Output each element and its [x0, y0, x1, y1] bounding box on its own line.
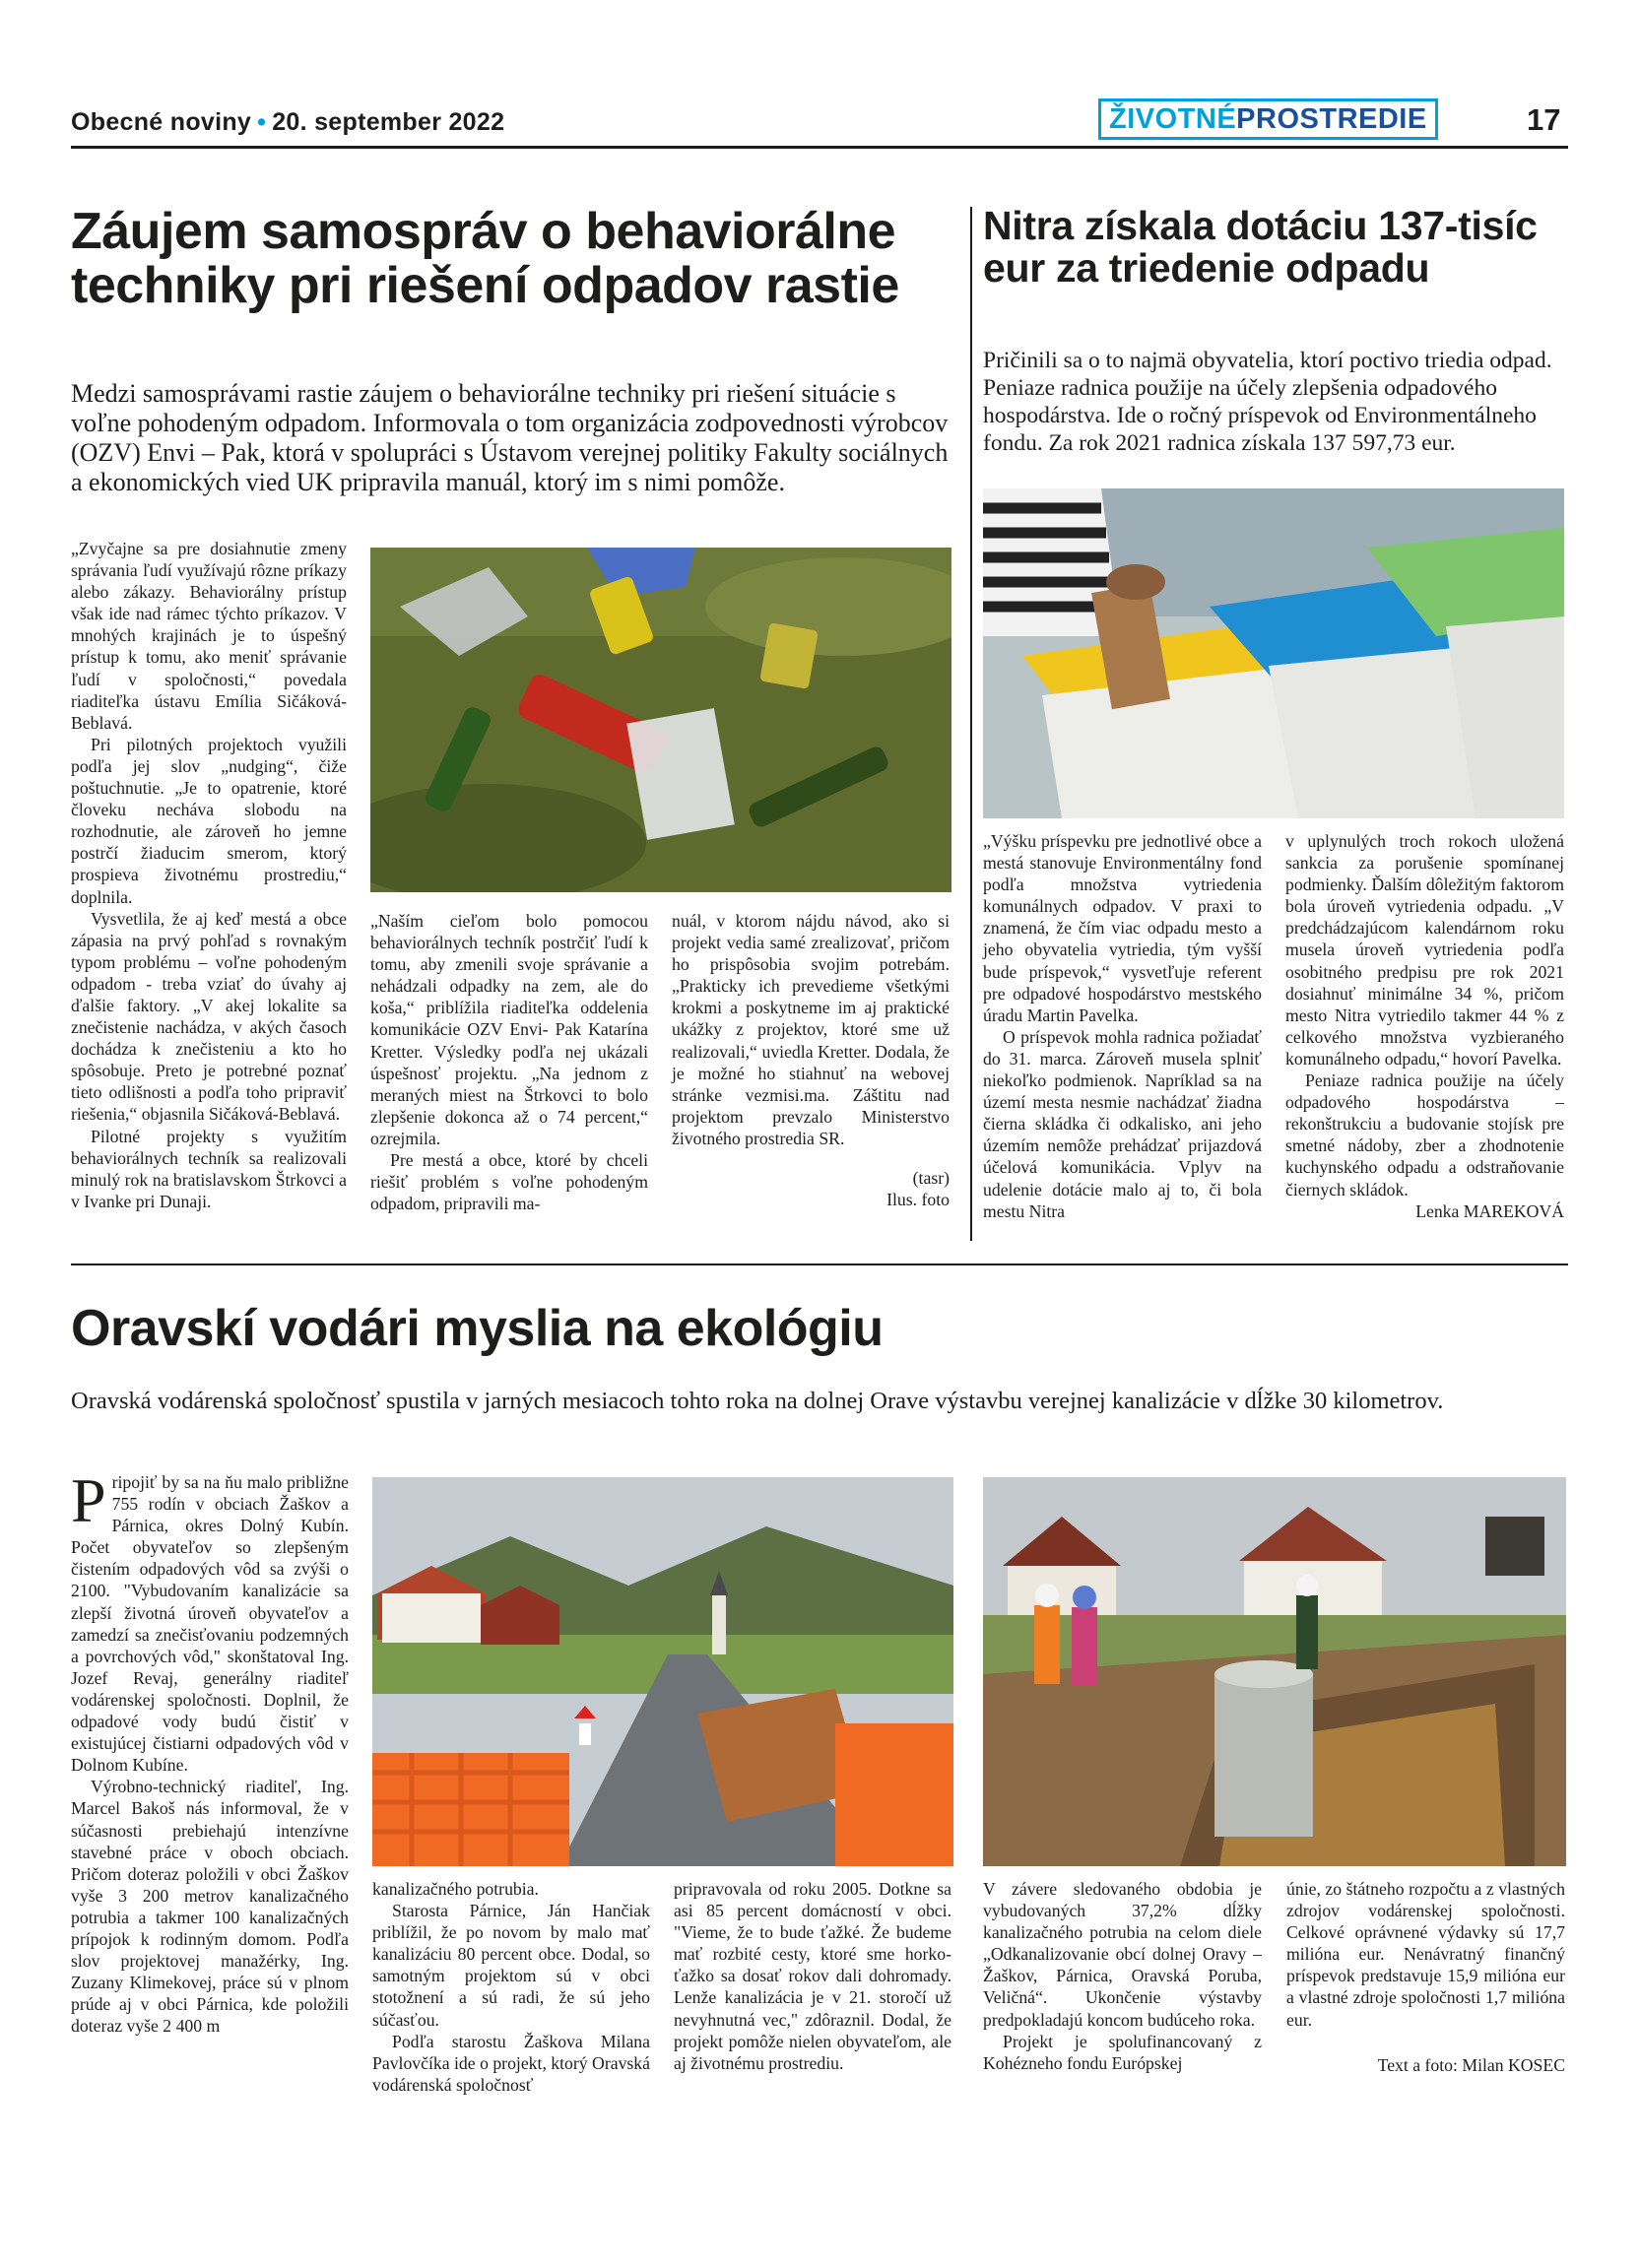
paragraph: Projekt je spolufinancovaný z Kohézneho fondu Európskej — [983, 2031, 1262, 2073]
paragraph: „Naším cieľom bolo pomocou behaviorálnych techník postrčiť ľudí k tomu, aby zmenili svoje správanie a nehádzali odpadky na zem, ale do koša,“ priblížila riaditeľka oddelenia komunikácie OZV Envi- Pak Katarína Kretter. Výsledky podľa nej ukázali úspešnosť projektu. „Na jednom z meraných miest na Štrkovci to bolo zlepšenie dokonca až o 74 percent,“ ozrejmila. — [370, 911, 648, 1148]
paragraph: ripojiť by sa na ňu malo približne 755 rodín v obciach Žaškov a Párnica, okres Dolný Kubín. Počet obyvateľov so zlepšeným čistením odpadových vôd sa zvýši o 2100. "Vybudovaním kanalizácie sa zlepší životná úroveň obyvateľov a zamedzí sa znečisťovaniu podzemných a povrchových vôd," skonštatoval Ing. Jozef Revaj, generálny riaditeľ vodárenskej spoločnosti. Doplnil, že odpadové vody budú čistiť v existujúcej čistiarni odpadových vôd v Dolnom Kubíne. — [71, 1472, 349, 1776]
paragraph: „Výšku príspevku pre jednotlivé obce a mestá stanovuje Environmentálny fond podľa množstva vytriedenia komunálnych odpadov. V praxi to znamená, že čím viac odpadu mesto a jeho obyvatelia vytriedia, tým vyšší bude príspevok,“ vysvetľuje referent pre odpadové hospodárstvo mestského úradu Martin Pavelka. — [983, 831, 1262, 1025]
publication-name: Obecné noviny — [71, 108, 252, 136]
paragraph: O príspevok mohla radnica požiadať do 31. marca. Zároveň musela splniť niekoľko podmienok. Napríklad sa na území mesta nesmie nachádzať žiadna čierna skládka či odkalisko, ani jeho územím nemôže prehádzať prijazdová účelová komunikácia. Vplyv na udelenie dotácie malo aj to, či bola mestu Nitra — [983, 1026, 1262, 1221]
column-divider — [970, 207, 972, 1241]
section-label-a: ŽIVOTNÉ — [1109, 103, 1237, 135]
paragraph: únie, zo štátneho rozpočtu a z vlastných zdrojov vodárenskej spoločnosti. Celkové oprávnené výdavky sú 17,7 miliónа eur. Nenávratný finančný príspevok predstavuje 15,9 milióna eur a vlastné zdroje spoločnosti 1,7 milióna eur. — [1286, 1879, 1565, 2030]
paragraph: Vysvetlila, že aj keď mestá a obce zápasia na prvý pohľad s rovnakým typom problému – voľne pohodeným odpadom - treba vziať do úvahy aj ďalšie faktory. „V akej lokalite sa znečistenie nachádza, v akých časoch dochádza k znečisteniu a kto ho spôsobuje. Preto je potrebné poznať tieto odlišnosti a podľa toho pripraviť riešenia,“ objasnila Sičáková-Beblavá. — [71, 908, 347, 1125]
section-divider — [71, 1264, 1568, 1265]
author: Lenka MAREKOVÁ — [1415, 1200, 1564, 1221]
issue-date: 20. september 2022 — [272, 108, 505, 136]
article3-column-3 — [674, 1878, 951, 2074]
paragraph: nuál, v ktorom nájdu návod, ako si projekt vedia samé zrealizovať, pričom ho prispôsobia svojim potrebám. „Prakticky ich prevedieme všetkými krokmi a poskytneme im aj praktické ukážky z projektov, ktoré sme už realizovali,“ uviedla Kretter. Dodala, že je možné ho stiahnuť na webovej stránke vezmisi.ma. Záštitu nad projektom prevzalo Ministerstvo životného prostredia SR. — [672, 911, 950, 1148]
article3-column-2 — [372, 1878, 650, 2096]
paragraph: Pilotné projekty s využitím behaviorálnych techník sa realizovali minulý rok na bratislavskom Štrkovci a v Ivanke pri Dunaji. — [71, 1126, 347, 1211]
litter-photo — [370, 548, 951, 892]
separator-dot: • — [257, 108, 267, 136]
article3-column-1 — [71, 1465, 349, 2037]
article1-column-3 — [672, 910, 950, 1210]
paragraph: Pre mestá a obce, ktoré by chceli riešiť problém s voľne pohodeným odpadom, pripravili ma- — [370, 1150, 648, 1214]
road-construction-photo — [372, 1477, 953, 1866]
article1-lead: Medzi samosprávami rastie záujem o behaviorálne techniky pri riešení situácie s voľne pohodeným odpadom. Informovala o tom organizácia zodpovednosti výrobcov (OZV) Envi – Pak, ktorá v spolupráci s Ústavom verejnej politiky Fakulty sociálnych a ekonomických vied UK pripravila manuál, ktorý im s nimi pomôže. — [71, 379, 949, 496]
article1-column-1 — [71, 538, 347, 1212]
paragraph: pripravovala od roku 2005. Dotkne sa asi 85 percent domácností v obci. "Vieme, že to bude ťažké. Že budeme mať rozbité cesty, ktoré sme horko-ťažko sa dosať rokov dali dohromady. Lenže kanalizácia je v 21. storočí už nevyhnutná vec," zdôraznil. Dodal, že projekt pomôže nielen obyvateľom, ale aj životnému prostrediu. — [674, 1879, 951, 2073]
drop-cap: P — [71, 1465, 106, 1535]
paragraph: Pri pilotných projektoch využili podľa jej slov „nudging“, čiže poštuchnutie. „Je to opatrenie, ktoré človeku necháva slobodu na rozhodnutie, ale zároveň ho jemne postrčí žiaducim smerom, ktorý prospieva životnému prostrediu,“ doplnila. — [71, 734, 347, 907]
article3-column-4 — [983, 1878, 1262, 2074]
article2-lead: Pričinili sa o to najmä obyvatelia, ktorí poctivo triedia odpad. Peniaze radnica použije na účely zlepšenia odpadového hospodárstva. Ide o ročný príspevok od Environmentálneho fondu. Za rok 2021 radnica získala 137 597,73 eur. — [983, 348, 1552, 456]
masthead — [71, 108, 504, 137]
paragraph: Výrobno-technický riaditeľ, Ing. Marcel Bakoš nás informoval, že v súčasnosti prebiehajú intenzívne stavebné práce v oboch obciach. Pričom doteraz položili v obci Žaškov vyše 3 200 metrov kanalizačného potrubia a takmer 100 kanalizačných prípojok k rodinným domom. Podľa slov projektovej manažérky, Ing. Zuzany Klimekovej, práce sú v plnom prúde aj v obci Párnica, kde položili doteraz vyše 2 400 m — [71, 1777, 349, 2037]
article3-title: Oravskí vodári myslia na ekológiu — [71, 1300, 884, 1357]
paragraph: v uplynulých troch rokoch uložená sankcia za porušenie spomínanej podmienky. Ďalším dôležitým faktorom bola úroveň vytriedenia odpadu. „V predchádzajúcom kalendárnom roku musela úroveň vytriedenia podľa osobitného predpisu pre rok 2021 dosiahnuť minimálne 34 %, pričom mesto Nitra vytriedilo takmer 44 % z celkového množstva vyzbieraného komunálneho odpadu,“ hovorí Pavelka. — [1285, 831, 1564, 1069]
paragraph: Starosta Párnice, Ján Hančiak priblížil, že po novom by malo mať kanalizáciu 80 percent obce. Dodal, so samotným projektom sú v obci stotožnení a sú radi, že sú jeho súčasťou. — [372, 1901, 650, 2030]
section-label-b: PROSTREDIE — [1236, 103, 1427, 135]
recycling-bins-photo — [983, 488, 1564, 818]
paragraph: Podľa starostu Žaškova Milana Pavlovčíka ide o projekt, ktorý Oravská vodárenská spoločnosť — [372, 2031, 650, 2095]
header-rule — [71, 146, 1568, 149]
article2-column-2 — [1285, 830, 1564, 1222]
article3-column-5 — [1286, 1878, 1565, 2076]
sewer-workers-photo — [983, 1477, 1566, 1866]
article1-column-2 — [370, 910, 648, 1214]
section-label — [1098, 98, 1438, 140]
paragraph: kanalizačného potrubia. — [372, 1879, 539, 1899]
source: (tasr) — [912, 1168, 950, 1189]
article2-column-1 — [983, 830, 1262, 1222]
photo-credit: Text a foto: Milan KOSEC — [1377, 2054, 1565, 2075]
page-number: 17 — [1527, 102, 1561, 137]
paragraph: Peniaze radnica použije na účely odpadového hospodárstva – rekonštrukciu a budovanie stojísk pre smetné nádoby, zber a zhodnotenie kuchynského odpadu a odstraňovanie čiernych skládok. — [1285, 1070, 1564, 1199]
paragraph: „Zvyčajne sa pre dosiahnutie zmeny správania ľudí využívajú rôzne príkazy alebo zákazy. Behaviorálny prístup však ide nad rámec týchto príkazov. V mnohých krajinách je to úspešný prístup k tomu, ako meniť správanie ľudí v spoločnosti,“ povedala riaditeľka ústavu Emília Sičáková-Beblavá. — [71, 539, 347, 733]
article2-title: Nitra získala dotáciu 137-tisíc eur za triedenie odpadu — [983, 203, 1538, 291]
paragraph: V závere sledovaného obdobia je vybudovaných 37,2% dĺžky kanalizačného potrubia na celom diele „Odkanalizovanie obcí dolnej Oravy – Žaškov, Párnica, Oravská Poruba, Veličná“. Ukončenie výstavby predpokladajú koncom budúceho roka. — [983, 1879, 1262, 2030]
article1-title: Záujem samospráv o behaviorálne techniky pri riešení odpadov rastie — [71, 203, 899, 314]
article3-lead: Oravská vodárenská spoločnosť spustila v jarných mesiacoch tohto roka na dolnej Orave výstavbu verejnej kanalizácie v dĺžke 30 kilometrov. — [71, 1388, 1444, 1414]
photo-credit: Ilus. foto — [886, 1190, 950, 1210]
